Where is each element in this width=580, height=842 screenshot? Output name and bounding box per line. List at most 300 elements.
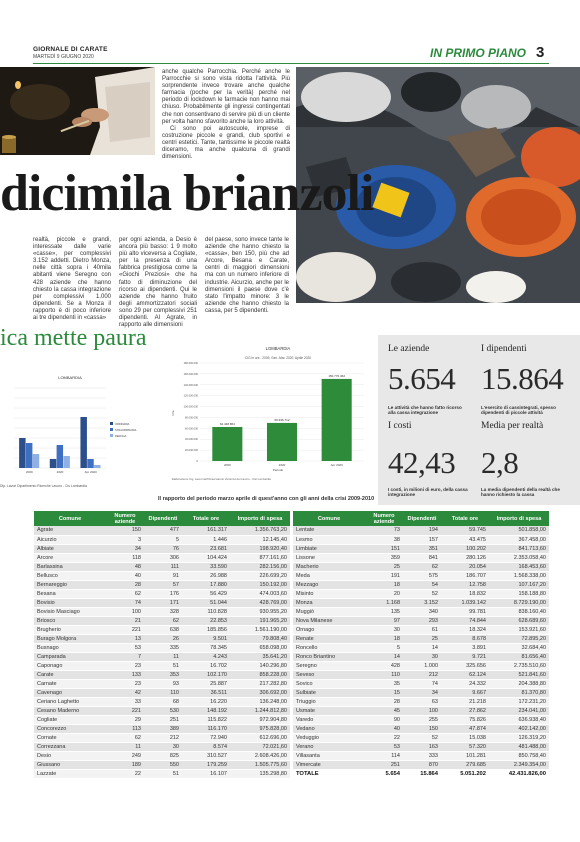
cell-dipendenti: 171 (144, 598, 182, 607)
cell-ore: 56.429 (182, 589, 230, 598)
chart-lombardia-types (0, 370, 140, 482)
table-row (293, 526, 549, 535)
cell-comune: Ceriano Laghetto (34, 697, 106, 706)
article-intro-paragraph-2: Ci sono poi autoscuole, imprese di costruzione piccole e grandi, club sportivi e centri estetici. Tante, tantissime le piccole realtà diceramo, ma anche qualcuna di grandi dimensioni. (162, 125, 290, 161)
table-row (293, 697, 549, 706)
table-row (293, 661, 549, 670)
cell-ore: 99.781 (441, 607, 489, 616)
table-row (34, 526, 290, 535)
cell-importo: 1.505.775,60 (230, 760, 290, 769)
cell-ore: 279.685 (441, 760, 489, 769)
cell-ore: 8.678 (441, 634, 489, 643)
total-ore: 5.051.202 (441, 769, 489, 778)
stat-costi-value: 42,43 (388, 445, 456, 480)
cell-comune: Lazzate (34, 769, 106, 778)
cell-dipendenti: 212 (144, 733, 182, 742)
chart-2-tick-label: 2020 (278, 463, 286, 467)
cell-dipendenti: 68 (144, 697, 182, 706)
cell-comune: Albiate (34, 544, 106, 553)
cell-aziende: 53 (365, 742, 403, 751)
dateline: MARTEDÌ 9 GIUGNO 2020 (33, 54, 94, 60)
cell-ore: 25.887 (182, 679, 230, 688)
cell-importo: 150.192,00 (230, 580, 290, 589)
cell-dipendenti: 51 (144, 769, 182, 778)
cell-comune: Arcore (34, 553, 106, 562)
cell-aziende: 74 (106, 598, 144, 607)
cell-aziende: 97 (365, 616, 403, 625)
cell-ore: 185.856 (182, 625, 230, 634)
cell-comune: Cornate (34, 733, 106, 742)
table-row (293, 625, 549, 634)
cell-comune: Misinto (293, 589, 365, 598)
chart-1-legend-swatch (110, 434, 113, 437)
table-row (293, 580, 549, 589)
cell-aziende: 221 (106, 706, 144, 715)
cell-ore: 9.721 (441, 652, 489, 661)
cell-importo: 107.167,20 (489, 580, 549, 589)
cell-ore: 51.044 (182, 598, 230, 607)
cell-ore: 16.702 (182, 661, 230, 670)
cell-aziende: 23 (106, 661, 144, 670)
table-row (34, 562, 290, 571)
cell-importo: 126.319,20 (489, 733, 549, 742)
chart-2-title: LOMBARDIA (265, 346, 291, 351)
cell-comune: Varedo (293, 715, 365, 724)
table-left-header-row (34, 511, 290, 526)
table-row (293, 760, 549, 769)
chart-1-tick-label: 2020 (56, 470, 64, 474)
cell-importo: 481.488,00 (489, 742, 549, 751)
header-numero-aziende: Numero aziende (106, 511, 144, 526)
cell-ore: 104.424 (182, 553, 230, 562)
cell-dipendenti: 477 (144, 526, 182, 535)
cell-importo: 474.003,60 (230, 589, 290, 598)
cell-ore: 9.667 (441, 688, 489, 697)
cell-comune: Burago Molgora (34, 634, 106, 643)
cell-comune: Verano (293, 742, 365, 751)
cell-comune: Caponago (34, 661, 106, 670)
cell-dipendenti: 57 (144, 580, 182, 589)
cell-ore: 27.862 (441, 706, 489, 715)
chart-1-legend-label: DEROGA (115, 435, 127, 438)
cell-dipendenti: 63 (403, 697, 441, 706)
table-row (34, 751, 290, 760)
cell-ore: 110.828 (182, 607, 230, 616)
chart-1-bar (50, 459, 56, 468)
cell-importo: 172.231,20 (489, 697, 549, 706)
cell-ore: 47.874 (441, 724, 489, 733)
header-importo-spesa: Importo di spesa (489, 511, 549, 526)
chart-2-ytick: 160.000.000 (183, 372, 198, 376)
cell-comune: Sulbiate (293, 688, 365, 697)
cell-aziende: 135 (365, 607, 403, 616)
cell-dipendenti: 353 (144, 670, 182, 679)
table-row (34, 571, 290, 580)
table-row (34, 769, 290, 778)
cell-aziende: 110 (365, 670, 403, 679)
chart-2-bar (322, 379, 352, 461)
chart-2-tick-label: Apr 2020 (330, 463, 343, 467)
cell-ore: 280.126 (441, 553, 489, 562)
table-row (293, 724, 549, 733)
cell-importo: 2.735.510,60 (489, 661, 549, 670)
stat-aziende-desc: Le attività che hanno fatto ricorso alla cassa integrazione (388, 405, 462, 416)
cell-importo: 198.920,40 (230, 544, 290, 553)
cell-ore: 21.218 (441, 697, 489, 706)
cell-importo: 8.729.190,00 (489, 598, 549, 607)
cell-aziende: 42 (106, 688, 144, 697)
cell-importo: 306.692,00 (230, 688, 290, 697)
cell-dipendenti: 870 (403, 760, 441, 769)
cell-aziende: 38 (365, 535, 403, 544)
cell-importo: 204.388,80 (489, 679, 549, 688)
cell-aziende: 62 (106, 589, 144, 598)
table-row (293, 751, 549, 760)
cell-aziende: 35 (365, 679, 403, 688)
cell-aziende: 113 (106, 724, 144, 733)
cell-comune: Desio (34, 751, 106, 760)
cell-comune: Lesmo (293, 535, 365, 544)
cell-aziende: 13 (106, 634, 144, 643)
table-left (34, 511, 290, 779)
cell-aziende: 191 (365, 571, 403, 580)
table-row (34, 724, 290, 733)
cell-dipendenti: 11 (144, 652, 182, 661)
table-row (34, 661, 290, 670)
cell-importo: 1.356.763,20 (230, 526, 290, 535)
chart-1-bar (26, 443, 32, 468)
cell-aziende: 45 (365, 706, 403, 715)
cell-dipendenti: 194 (403, 526, 441, 535)
table-row (34, 733, 290, 742)
total-aziende: 5.654 (365, 769, 403, 778)
table-row (34, 715, 290, 724)
cell-dipendenti: 5 (144, 535, 182, 544)
chart-1-legend-label: ORDINARIA (115, 423, 130, 426)
cell-aziende: 53 (106, 643, 144, 652)
masthead: GIORNALE DI CARATE (33, 46, 108, 53)
cell-aziende: 21 (106, 616, 144, 625)
total-label: TOTALE (293, 769, 365, 778)
cell-importo: 81.370,80 (489, 688, 549, 697)
cell-importo: 975.828,00 (230, 724, 290, 733)
cell-aziende: 29 (106, 715, 144, 724)
table-row (293, 733, 549, 742)
section-title: IN PRIMO PIANO (430, 46, 527, 60)
chart-2-xlabel: Periodo (272, 468, 284, 472)
cell-ore: 116.170 (182, 724, 230, 733)
table-row (34, 580, 290, 589)
cell-comune: Mezzago (293, 580, 365, 589)
cell-ore: 24.332 (441, 679, 489, 688)
cell-dipendenti: 293 (403, 616, 441, 625)
cell-aziende: 20 (365, 589, 403, 598)
header-importo-spesa: Importo di spesa (230, 511, 290, 526)
cell-aziende: 62 (106, 733, 144, 742)
cell-importo: 282.156,00 (230, 562, 290, 571)
chart-2-ytick: 20.000.000 (185, 449, 198, 453)
chart-1-bar (94, 465, 100, 468)
cell-dipendenti: 51 (144, 661, 182, 670)
cell-importo: 140.296,80 (230, 661, 290, 670)
cell-aziende: 34 (106, 544, 144, 553)
cell-importo: 367.458,00 (489, 535, 549, 544)
cell-aziende: 18 (365, 634, 403, 643)
cell-dipendenti: 62 (403, 562, 441, 571)
cell-comune: Lentate (293, 526, 365, 535)
table-row (293, 670, 549, 679)
cell-dipendenti: 351 (403, 544, 441, 553)
cell-aziende: 7 (106, 652, 144, 661)
cell-importo: 501.858,00 (489, 526, 549, 535)
table-right-header-row (293, 511, 549, 526)
table-row (293, 544, 549, 553)
cell-comune: Busnago (34, 643, 106, 652)
cell-importo: 2.349.354,00 (489, 760, 549, 769)
cell-comune: Limbiate (293, 544, 365, 553)
chart-2-data-label: 62.448.864 (219, 422, 235, 427)
table-row (293, 571, 549, 580)
header-rule (33, 63, 549, 64)
cell-dipendenti: 30 (403, 652, 441, 661)
cell-importo: 972.904,80 (230, 715, 290, 724)
chart-2-tick-label: 2009 (223, 463, 231, 467)
cell-comune: Muggiò (293, 607, 365, 616)
chart-1-bar (87, 459, 93, 468)
cell-ore: 18.324 (441, 625, 489, 634)
cell-aziende: 25 (365, 562, 403, 571)
header-numero-aziende: Numero aziende (365, 511, 403, 526)
chart-2-subtitle: CIG in ore - 2009, Gen.-Mar. 2020, Aprile 2020 (244, 356, 312, 360)
cell-importo: 636.938,40 (489, 715, 549, 724)
cell-aziende: 40 (106, 571, 144, 580)
stat-aziende-label: Le aziende (388, 344, 430, 354)
cell-aziende: 11 (106, 742, 144, 751)
chart-lombardia-hours (168, 343, 372, 483)
cell-importo: 850.758,40 (489, 751, 549, 760)
cell-dipendenti: 157 (403, 535, 441, 544)
cell-comune: Meda (293, 571, 365, 580)
cell-ore: 16.107 (182, 769, 230, 778)
cell-aziende: 114 (365, 751, 403, 760)
table-row (293, 715, 549, 724)
cell-dipendenti: 110 (144, 688, 182, 697)
table-row (293, 607, 549, 616)
cell-importo: 168.453,60 (489, 562, 549, 571)
table-row (293, 535, 549, 544)
article-column-1 (33, 237, 111, 322)
cell-comune: Bernareggio (34, 580, 106, 589)
stat-media-label: Media per realtà (481, 421, 544, 431)
table-row (34, 535, 290, 544)
cell-importo: 234.041,00 (489, 706, 549, 715)
cell-comune: Aicurzio (34, 535, 106, 544)
table-row (34, 598, 290, 607)
cell-dipendenti: 100 (403, 706, 441, 715)
table-row (34, 670, 290, 679)
chart-1-bar (19, 438, 25, 468)
cell-dipendenti: 176 (144, 589, 182, 598)
table-row (34, 706, 290, 715)
cell-dipendenti: 54 (403, 580, 441, 589)
cell-ore: 75.826 (441, 715, 489, 724)
page-header (0, 0, 580, 62)
cell-aziende: 3 (106, 535, 144, 544)
stat-dipendenti-value: 15.864 (481, 361, 564, 396)
cell-ore: 12.758 (441, 580, 489, 589)
table-row (34, 652, 290, 661)
total-importo: 42.431.826,00 (489, 769, 549, 778)
cell-comune: Veduggio (293, 733, 365, 742)
cell-ore: 8.574 (182, 742, 230, 751)
cell-comune: Carnate (34, 679, 106, 688)
cell-aziende: 22 (106, 769, 144, 778)
cell-comune: Cavenago (34, 688, 106, 697)
cell-ore: 74.844 (441, 616, 489, 625)
chart-1-source: Dip. Lavori Dipartimento Ricerche Lavoro - Cis Lombardia (0, 484, 87, 488)
cell-comune: Seregno (293, 661, 365, 670)
cell-ore: 78.345 (182, 643, 230, 652)
cell-dipendenti: 825 (144, 751, 182, 760)
table-row (293, 688, 549, 697)
cell-ore: 100.202 (441, 544, 489, 553)
article-column-2-text: per ogni azienda, a Desio è ancora più basso: 1 9 molto più alto viceversa a Cogliate, per la presenza di una fabbrica prestigiosa come la «Giochi Preziosi» che ha fatto di diminuzione del ricorso ai dipendenti. Qui le aziende che hanno fruito degli ammortizzatori sociali sono 29 per complessivi 251 dipendenti. Al Agrate, in rapporto alle dimensioni (119, 237, 197, 329)
cell-dipendenti: 91 (144, 571, 182, 580)
stat-dipendenti-desc: L'esercito di cassintegrati, spesso dipendenti di piccole attività (481, 405, 556, 416)
cell-importo: 1.568.338,00 (489, 571, 549, 580)
cell-aziende: 14 (365, 652, 403, 661)
table-row (293, 652, 549, 661)
header-totale-ore: Totale ore (182, 511, 230, 526)
cell-importo: 79.808,40 (230, 634, 290, 643)
table-row (293, 562, 549, 571)
cell-importo: 2.353.058,40 (489, 553, 549, 562)
cell-aziende: 90 (365, 715, 403, 724)
cell-dipendenti: 25 (403, 634, 441, 643)
cell-comune: Nova Milanese (293, 616, 365, 625)
cell-comune: Cesano Maderno (34, 706, 106, 715)
cell-comune: Cogliate (34, 715, 106, 724)
cell-aziende: 1.168 (365, 598, 403, 607)
table-row (293, 553, 549, 562)
cell-aziende: 5 (365, 643, 403, 652)
cell-aziende: 22 (365, 733, 403, 742)
cell-dipendenti: 389 (144, 724, 182, 733)
cell-importo: 428.769,00 (230, 598, 290, 607)
chart-1-legend-swatch (110, 428, 113, 431)
table-row (34, 589, 290, 598)
cell-comune: Camparada (34, 652, 106, 661)
table-row (34, 553, 290, 562)
cell-dipendenti: 638 (144, 625, 182, 634)
cell-comune: Agrate (34, 526, 106, 535)
cell-importo: 838.160,40 (489, 607, 549, 616)
cell-importo: 841.713,60 (489, 544, 549, 553)
cell-ore: 4.243 (182, 652, 230, 661)
cell-comune: Macherio (293, 562, 365, 571)
cell-importo: 1.561.190,00 (230, 625, 290, 634)
cell-dipendenti: 340 (403, 607, 441, 616)
chart-2-data-label: 69.936.712 (274, 417, 290, 422)
cell-comune: Villasanta (293, 751, 365, 760)
cell-comune: Correzzana (34, 742, 106, 751)
cell-comune: Brugherio (34, 625, 106, 634)
cell-aziende: 23 (106, 679, 144, 688)
cell-aziende: 428 (365, 661, 403, 670)
cell-comune: Carate (34, 670, 106, 679)
cell-importo: 226.699,20 (230, 571, 290, 580)
cell-ore: 325.656 (441, 661, 489, 670)
cell-aziende: 150 (106, 526, 144, 535)
cell-dipendenti: 76 (144, 544, 182, 553)
chart-2-svg (168, 343, 372, 483)
table-row (293, 742, 549, 751)
cell-importo: 32.684,40 (489, 643, 549, 652)
chart-2-ytick: 80.000.000 (185, 416, 198, 420)
cell-aziende: 189 (106, 760, 144, 769)
cell-ore: 101.281 (441, 751, 489, 760)
cell-dipendenti: 328 (144, 607, 182, 616)
cell-ore: 18.832 (441, 589, 489, 598)
cell-importo: 72.895,20 (489, 634, 549, 643)
chart-2-note: Elaborazione Cig, Lavori dell'Osservatorio Vertenza del Lavoro - Cisl Lombardia (172, 477, 271, 481)
cell-aziende: 118 (106, 553, 144, 562)
cell-aziende: 40 (365, 724, 403, 733)
chart-2-ytick: 180.000.000 (183, 362, 198, 365)
table-row (34, 760, 290, 769)
cell-comune: Sovico (293, 679, 365, 688)
cell-ore: 59.745 (441, 526, 489, 535)
chart-2-ytick: 40.000.000 (185, 438, 198, 442)
cell-importo: 628.689,60 (489, 616, 549, 625)
cell-importo: 402.142,00 (489, 724, 549, 733)
table-row (34, 742, 290, 751)
cell-comune: Lissone (293, 553, 365, 562)
cell-dipendenti: 530 (144, 706, 182, 715)
cell-comune: Briosco (34, 616, 106, 625)
cell-dipendenti: 3.152 (403, 598, 441, 607)
header-dipendenti: Dipendenti (403, 511, 441, 526)
chart-1-tick-label: Apr 2020 (84, 470, 97, 474)
cell-dipendenti: 62 (144, 616, 182, 625)
cell-dipendenti: 550 (144, 760, 182, 769)
stat-media-desc: La media dipendenti della realtà che hanno richiesto la cassa (481, 487, 560, 498)
cell-aziende: 73 (365, 526, 403, 535)
cell-comune: Bellusco (34, 571, 106, 580)
cell-comune: Seveso (293, 670, 365, 679)
cell-ore: 16.220 (182, 697, 230, 706)
cell-ore: 15.038 (441, 733, 489, 742)
cell-importo: 1.244.812,80 (230, 706, 290, 715)
table-row (34, 679, 290, 688)
table-row (34, 697, 290, 706)
cell-aziende: 30 (365, 625, 403, 634)
cell-comune: Bovisio (34, 598, 106, 607)
cell-comune: Besana (34, 589, 106, 598)
cell-importo: 612.696,00 (230, 733, 290, 742)
table-right (293, 511, 549, 779)
header-dipendenti: Dipendenti (144, 511, 182, 526)
table-row (293, 634, 549, 643)
stat-aziende-value: 5.654 (388, 361, 456, 396)
chart-1-legend-label: STRAORDINARIA (115, 429, 137, 432)
cell-comune: Vimercate (293, 760, 365, 769)
chart-1-bar (57, 445, 63, 468)
cell-ore: 102.170 (182, 670, 230, 679)
table-row (34, 643, 290, 652)
chart-2-ylabel: Ore (171, 410, 175, 416)
chart-1-title: LOMBARDIA (58, 375, 82, 380)
